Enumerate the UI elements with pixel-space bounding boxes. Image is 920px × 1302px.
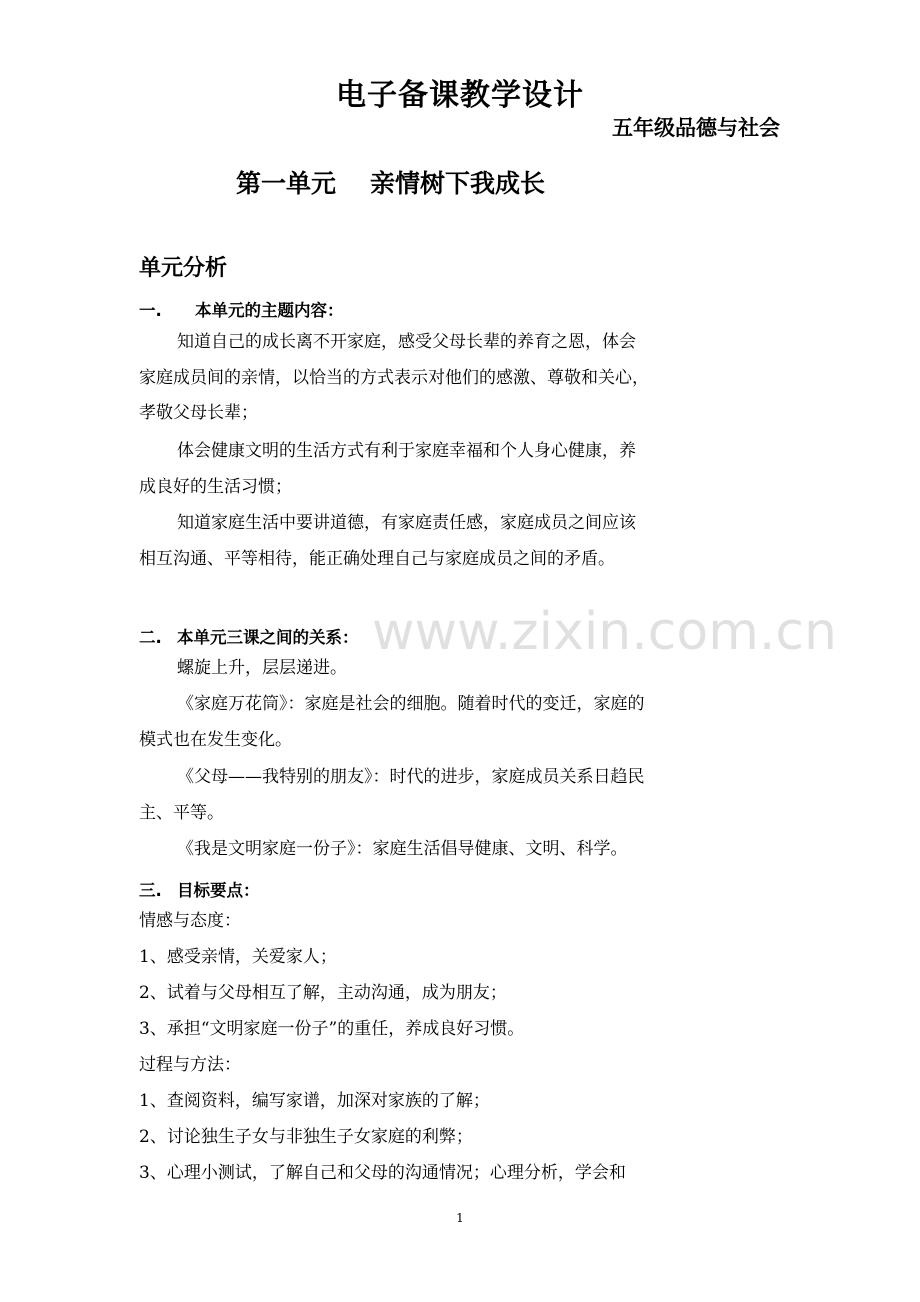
paragraph-line: 《我是文明家庭一份子》：家庭生活倡导健康、文明、科学。 bbox=[177, 839, 628, 859]
paragraph-line: 2、讨论独生子女与非独生子女家庭的利弊； bbox=[139, 1127, 473, 1147]
section-heading: 单元分析 bbox=[139, 256, 228, 281]
paragraph-line: 知道家庭生活中要讲道德，有家庭责任感，家庭成员之间应该 bbox=[177, 513, 636, 533]
part1-heading bbox=[139, 297, 344, 321]
part1-number: 一. bbox=[139, 301, 162, 320]
paragraph-line: 2、试着与父母相互了解，主动沟通，成为朋友； bbox=[139, 983, 507, 1003]
paragraph-line: 3、承担“文明家庭一份子”的重任，养成良好习惯。 bbox=[139, 1019, 525, 1039]
paragraph-line: 体会健康文明的生活方式有利于家庭幸福和个人身心健康，养 bbox=[177, 441, 636, 461]
paragraph-line: 1、感受亲情，关爱家人； bbox=[139, 947, 337, 967]
document-subtitle: 五年级品德与社会 bbox=[612, 116, 780, 140]
paragraph-line: 《家庭万花筒》：家庭是社会的细胞。随着时代的变迁，家庭的 bbox=[177, 694, 645, 714]
part3-heading-text: 目标要点： bbox=[177, 881, 260, 900]
paragraph-line: 过程与方法： bbox=[139, 1055, 241, 1075]
paragraph-line: 家庭成员间的亲情，以恰当的方式表示对他们的感激、尊敬和关心， bbox=[139, 368, 649, 388]
paragraph-line: 孝敬父母长辈； bbox=[139, 403, 258, 423]
paragraph-line: 1、查阅资料，编写家谱，加深对家族的了解； bbox=[139, 1091, 490, 1111]
watermark: www.zixin.com.cn bbox=[372, 602, 837, 662]
page-number: 1 bbox=[456, 1211, 464, 1225]
paragraph-line: 成良好的生活习惯； bbox=[139, 477, 292, 497]
unit-label: 第一单元 bbox=[236, 169, 337, 198]
paragraph-line: 相互沟通、平等相待，能正确处理自己与家庭成员之间的矛盾。 bbox=[139, 549, 615, 569]
unit-heading bbox=[236, 164, 545, 200]
part1-heading-text: 本单元的主题内容： bbox=[195, 301, 344, 320]
unit-name: 亲情树下我成长 bbox=[370, 169, 546, 198]
paragraph-line: 模式也在发生变化。 bbox=[139, 730, 292, 750]
part3-heading bbox=[139, 877, 260, 901]
part3-number: 三. bbox=[139, 881, 162, 900]
paragraph-line: 《父母——我特别的朋友》：时代的进步，家庭成员关系日趋民 bbox=[177, 767, 645, 787]
paragraph-line: 知道自己的成长离不开家庭，感受父母长辈的养育之恩，体会 bbox=[177, 332, 636, 352]
paragraph-line: 主、平等。 bbox=[139, 803, 224, 823]
paragraph-line: 螺旋上升，层层递进。 bbox=[177, 658, 347, 678]
part2-heading bbox=[139, 624, 359, 648]
document-title: 电子备课教学设计 bbox=[336, 78, 584, 113]
paragraph-line: 3、心理小测试，了解自己和父母的沟通情况；心理分析，学会和 bbox=[139, 1163, 626, 1183]
part2-number: 二. bbox=[139, 628, 162, 647]
paragraph-line: 情感与态度： bbox=[139, 911, 241, 931]
part2-heading-text: 本单元三课之间的关系： bbox=[177, 628, 359, 647]
